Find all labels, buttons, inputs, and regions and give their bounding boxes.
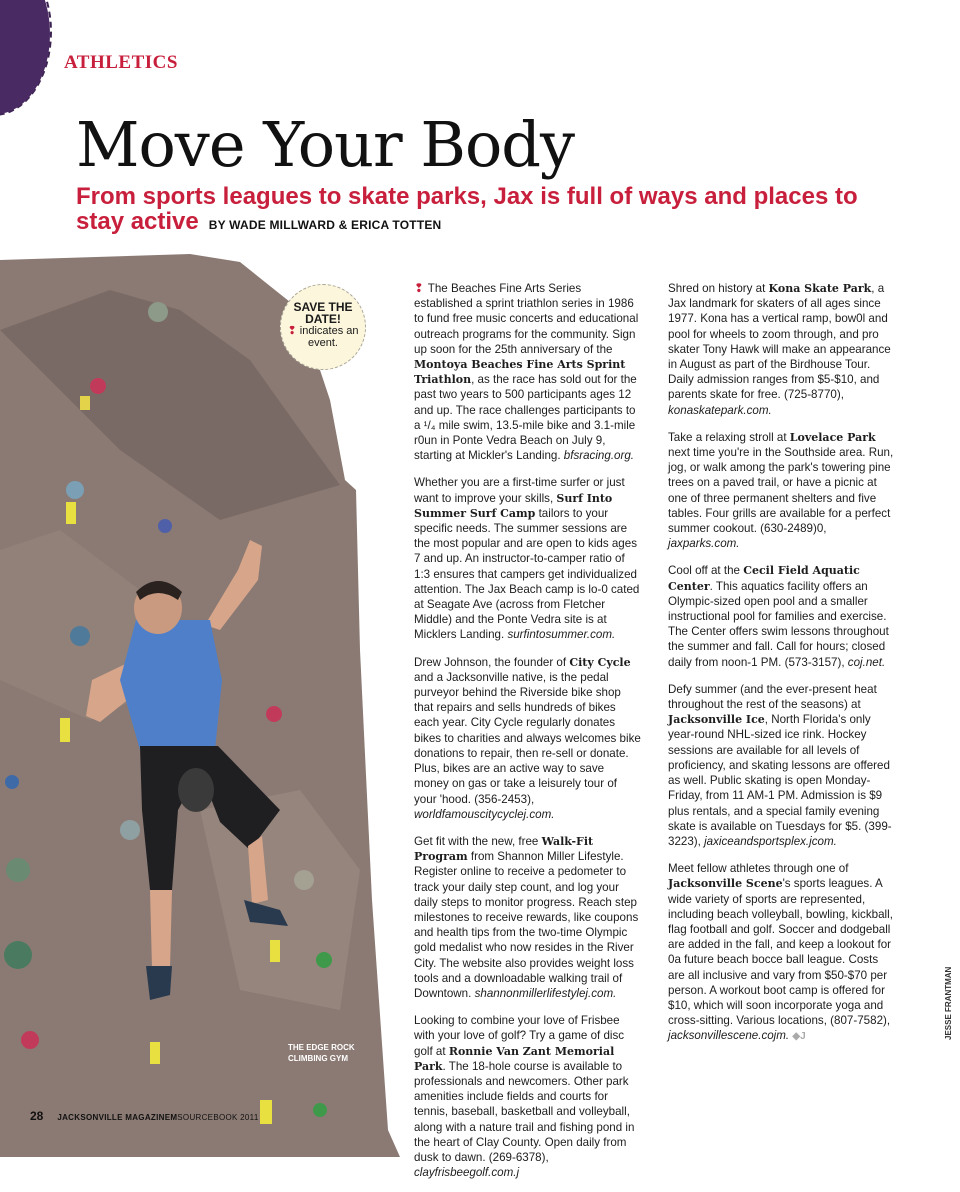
page-subtitle — [76, 184, 896, 238]
article-jacksonville-scene: Meet fellow athletes through one of Jacksonville Scene's sports leagues. A wide variety of sports are represented, including beach volleyball, bowling, kickball, flag football and golf. Soccer and dodgeball are added in the fall, and keep a lookout for 0a future beach bocce ball league. Costs are all inclusive and vary from $50-$70 per person. A workout boot camp is offered for $10, which will soon incorporate yoga and cross-sitting. Various locations, (807-7582), jacksonvillescene.cojm. ◆J — [668, 862, 893, 1043]
badge-text: indicates an event. — [299, 325, 359, 349]
website-link[interactable]: bfsracing.org. — [563, 449, 635, 463]
save-the-date-badge — [280, 284, 366, 370]
column-2 — [668, 281, 896, 1057]
website-link[interactable]: jaxiceandsportsplex.jcom. — [704, 834, 837, 848]
photo-credit: JESSE FRANTMAN — [944, 966, 953, 1040]
venue-name: Jacksonville Scene — [668, 877, 783, 891]
page-title: Move Your Body — [76, 108, 574, 181]
website-link[interactable]: konaskatepark.com. — [668, 403, 772, 417]
website-link[interactable]: surfintosummer.com. — [507, 628, 616, 642]
magazine-name: JACKSONVILLE MAGAZINEM — [57, 1113, 178, 1122]
byline: BY WADE MILLWARD & ERICA TOTTEN — [208, 218, 442, 232]
badge-title: SAVE THE DATE! — [293, 300, 353, 326]
climbing-wall-photo — [0, 250, 400, 1157]
website-link[interactable]: worldfamouscitycyclej.com. — [414, 807, 555, 821]
edition-name: SOURCEBOOK 2011 — [177, 1113, 259, 1122]
page-footer — [30, 1109, 259, 1123]
subtitle-text: From sports leagues to skate parks, Jax is full of ways and places to stay active — [76, 183, 858, 235]
venue-name: Surf Into Summer Surf Camp — [414, 491, 613, 520]
caption-line-1: THE EDGE ROCK — [288, 1043, 355, 1052]
venue-name: City Cycle — [569, 655, 631, 669]
photo-caption — [288, 1042, 368, 1064]
corner-decoration — [0, 0, 50, 114]
venue-name: Walk-Fit Program — [414, 834, 594, 864]
article-lovelace-park: Take a relaxing stroll at Lovelace Park next time you're in the Southside area. Run, jog, or walk among the park's towering pine trees on a paved trail, or have a picnic at one of three permanent shelters and five tables. Four grills are available for a perfect summer cookout. (630-2489)0, jaxparks.com. — [668, 430, 894, 551]
page-number: 28 — [30, 1109, 44, 1123]
end-mark-icon: ◆J — [792, 1031, 806, 1043]
website-link[interactable]: jacksonvillescene.cojm. — [668, 1029, 790, 1043]
article-cecil-field: Cool off at the Cecil Field Aquatic Center. This aquatics facility offers an Olympic-sized open pool and a smaller instructional pool for families and exercise. The Center offers swim lessons throughout the summer and fall. Call for hours; closed daily from noon-1 PM. (573-3157), coj.net. — [668, 564, 889, 669]
article-jacksonville-ice: Defy summer (and the ever-present heat throughout the rest of the seasons) at Jacksonville Ice, North Florida's only year-round NHL-sized ice rink. Hockey sessions are available for all levels of proficiency, and skating lessons are offered as well. Public skating is open Monday-Friday, from 11 AM-1 PM. Admission is $9 plus rentals, and a special family evening skate is available on Tuesdays for $5. (399-3223), jaxiceandsportsplex.jcom. — [668, 682, 892, 848]
caption-line-2: CLIMBING GYM — [288, 1054, 348, 1063]
venue-name: Ronnie Van Zant Memorial Park — [414, 1044, 615, 1073]
article-triathlon: ❢ The Beaches Fine Arts Series established a sprint triathlon series in 1986 to fund free music concerts and educational outreach programs for the community. Sign up soon for the 25th anniversary of the Montoya Beaches Fine Arts Sprint Triathlon, as the race has sold out for the past two years to 500 participants ages 12 and up. The race challenges participants to a ¹/₄ mile swim, 13.5-mile bike and 3.1-mile r0un in Ponte Vedra Beach on July 9, starting at Mickler's Landing. bfsracing.org. — [414, 281, 639, 463]
section-label: ATHLETICS — [64, 52, 178, 73]
article-kona-skate-park: Shred on history at Kona Skate Park, a Jax landmark for skaters of all ages since 1977. Kona has a vertical ramp, bow0l and pool for wheels to zoom through, and pro skater Tony Hawk will make an appearance in August as part of the Birdhouse Tour. Daily admission ranges from $5-$10, and parents skate for free. (725-8770), konaskatepark.com. — [668, 282, 891, 417]
venue-name: Cecil Field Aquatic Center — [668, 564, 860, 593]
website-link[interactable]: shannonmillerlifestylej.com. — [474, 986, 617, 1000]
venue-name: Lovelace Park — [789, 430, 876, 444]
column-1 — [414, 281, 642, 1192]
article-disc-golf: Looking to combine your love of Frisbee with your love of golf? Try a game of disc golf at Ronnie Van Zant Memorial Park. The 18-hole course is available to professionals and newcomers. Other park amenities include fields and courts for tennis, baseball, basketball and volleyball, along with a nature trail and fishing pond in the heart of Clay County. Open daily from dusk to dawn. (269-6378), clayfrisbeegolf.com.j — [414, 1014, 635, 1180]
exclamation-icon: ❢ — [287, 324, 297, 337]
venue-name: Kona Skate Park — [768, 282, 872, 295]
article-walk-fit: Get fit with the new, free Walk-Fit Program from Shannon Miller Lifestyle. Register online to receive a pedometer to track your daily step count, and log your daily steps to monitor progress. Reach step milestones to receive rewards, like coupons and health tips from the two-time Olympic gold medalist who now resides in the River City. The website also provides weight loss tools and a downloadable walking trail of Downtown. shannonmillerlifestylej.com. — [414, 834, 639, 1000]
venue-name: Jacksonville Ice — [668, 713, 765, 727]
article-city-cycle: Drew Johnson, the founder of City Cycle and a Jacksonville native, is the pedal purveyor behind the Riverside bike shop that repairs and sells hundreds of bikes each year. City Cycle regularly donates bikes to charities and always welcomes bike donations to repair, then re-sell or donate. Plus, bikes are an active way to save money on gas or take a leisurely tour of your 'hood. (356-2453), worldfamouscitycyclej.com. — [414, 655, 641, 821]
venue-name: Montoya Beaches Fine Arts Sprint Triathlon — [414, 358, 626, 387]
event-exclamation-icon: ❢ — [414, 281, 428, 295]
website-link[interactable]: clayfrisbeegolf.com.j — [414, 1166, 520, 1180]
website-link[interactable]: jaxparks.com. — [668, 537, 740, 551]
website-link[interactable]: coj.net. — [847, 655, 886, 669]
article-surf-camp: Whether you are a first-time surfer or just want to improve your skills, Surf Into Summer Surf Camp tailors to your specific needs. The summer sessions are the most popular and are open to kids ages 7 and up. An instructor-to-camper ratio of 1:3 ensures that campers get individualized attention. The Jax Beach camp is lo-0 cated at Seagate Ave (across from Fletcher Middle) and the Ponte Vedra site is at Micklers Landing. surfintosummer.com. — [414, 476, 640, 642]
